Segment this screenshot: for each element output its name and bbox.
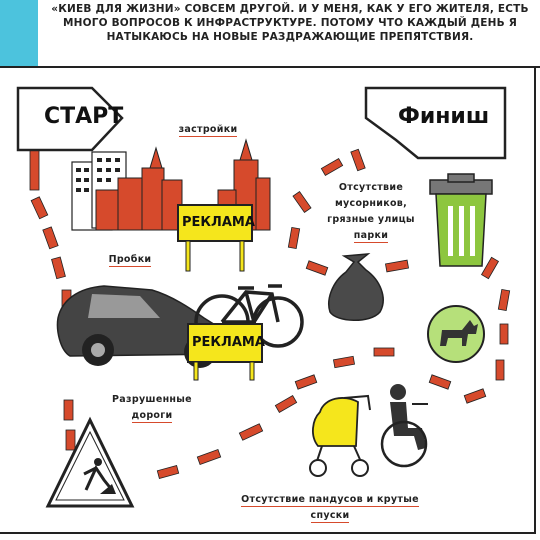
stroller-icon xyxy=(310,396,370,476)
header-text: «КИЕВ ДЛЯ ЖИЗНИ» СОВСЕМ ДРУГОЙ. И У МЕНЯ, КАК У ЕГО ЖИТЕЛЯ, ЕСТЬ МНОГО ВОПРОСОВ К ИНФРАСТРУКТУРЕ. ПОТОМУ ЧТО КАЖДЫЙ ДЕНЬ Я НАТЫКАЮСЬ НА НОВЫЕ РАЗДРАЖАЮЩИЕ ПРЕПЯТСТВИЯ. xyxy=(51,3,529,43)
billboard-bottom xyxy=(188,324,262,380)
label-ramps-line-1: Отсутствие пандусов и крутые xyxy=(241,494,419,505)
label-roads-line-1: Разрушенные xyxy=(112,394,192,405)
label-bins-line-2: мусорников, xyxy=(334,198,408,209)
label-bins-line-4: парки xyxy=(353,230,389,241)
label-bins-line-1: Отсутствие xyxy=(338,182,404,193)
label-ramps xyxy=(228,492,432,524)
label-ramps-line-2: спуски xyxy=(310,510,350,521)
dog-icon xyxy=(428,306,484,362)
billboard-bottom-label: РЕКЛАМА xyxy=(192,335,265,350)
label-roads-line-2: дороги xyxy=(131,410,173,421)
label-bins-line-3: грязные улицы xyxy=(327,214,415,225)
wheelchair-icon xyxy=(382,384,428,466)
start-label: СТАРТ xyxy=(44,104,124,129)
roadworks-sign-icon xyxy=(48,420,132,506)
billboard-top-label: РЕКЛАМА xyxy=(182,215,255,230)
label-roads xyxy=(104,392,200,424)
label-traffic xyxy=(100,254,160,265)
trash-can-icon xyxy=(430,174,492,266)
label-traffic-text: Пробки xyxy=(108,254,152,265)
finish-label: Финиш xyxy=(398,104,490,129)
label-construction-text: застройки xyxy=(178,124,238,135)
label-construction xyxy=(172,124,244,135)
label-bins xyxy=(316,180,426,244)
trash-bag-icon xyxy=(329,254,383,320)
